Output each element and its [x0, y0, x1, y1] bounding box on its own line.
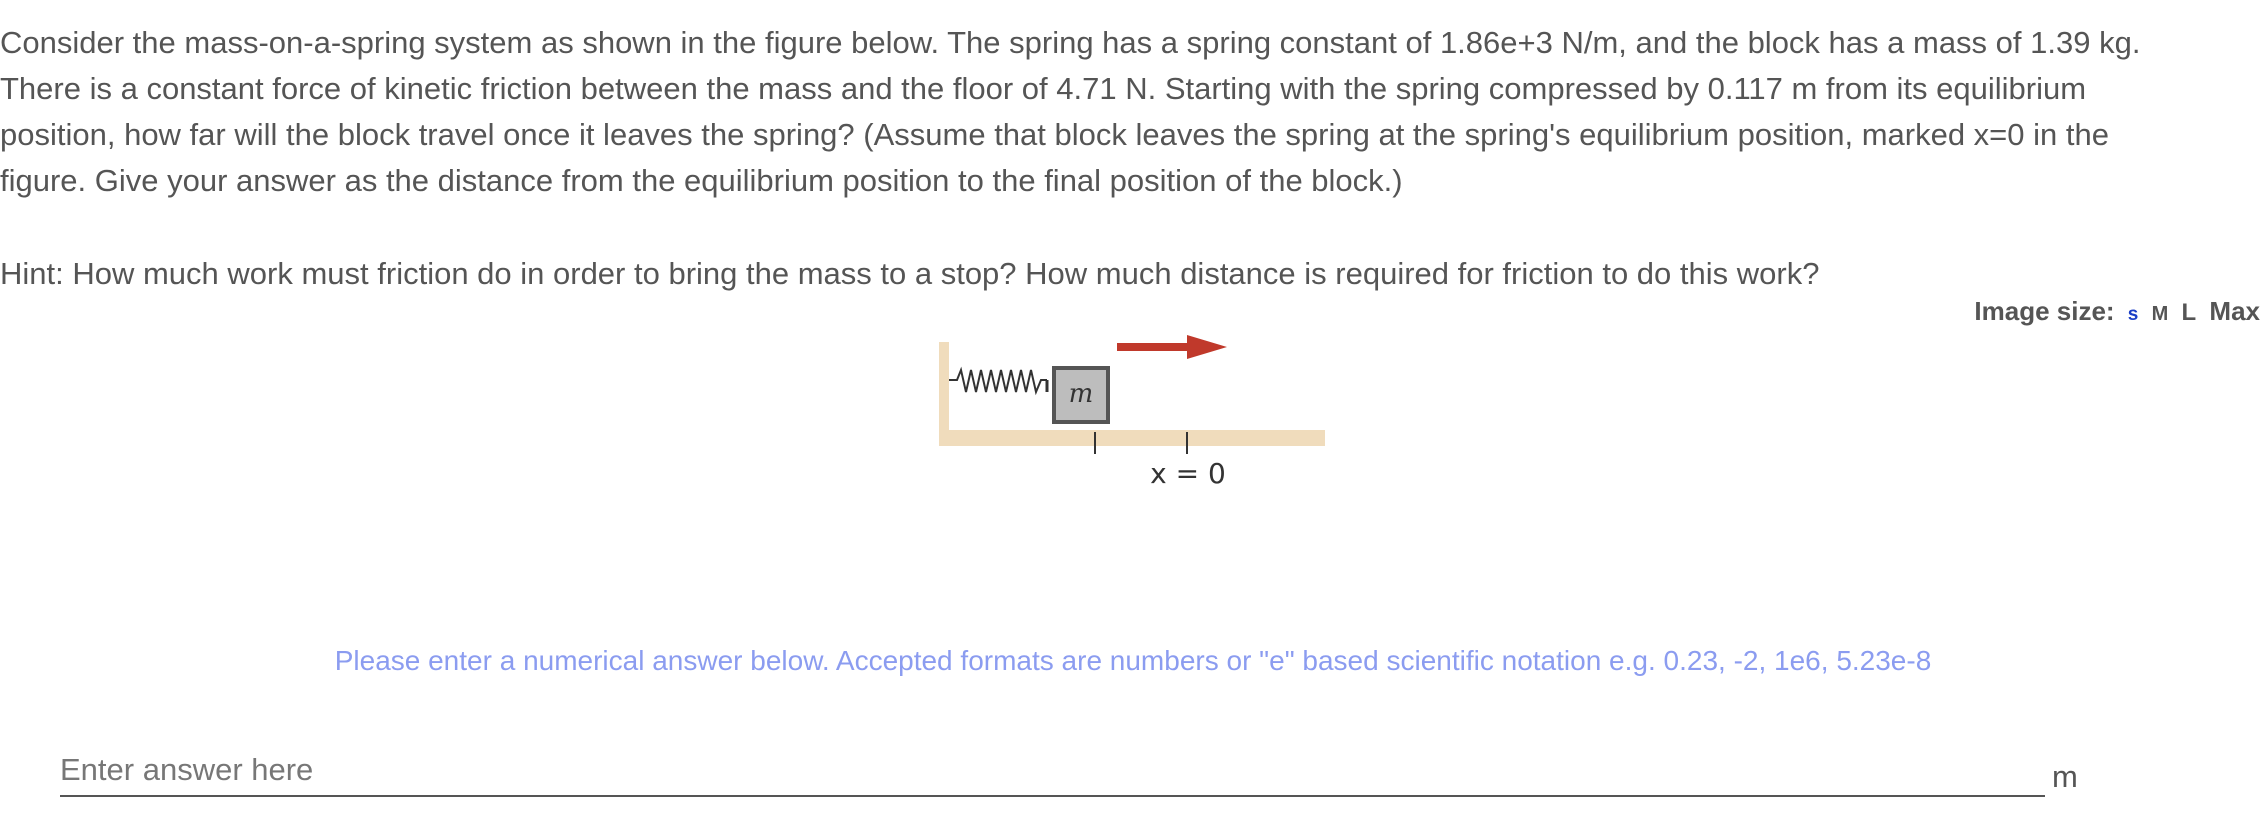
image-size-l-option[interactable]: L — [2181, 299, 2197, 326]
image-size-label: Image size: — [1974, 296, 2115, 326]
spring-mass-figure — [935, 330, 1335, 500]
question-line-1: Consider the mass-on-a-spring system as shown in the figure below. The spring has a spring constant of 1.86e+3 N/m, and the block has a mass of 1.39 kg. — [0, 25, 2141, 60]
arrow-shaft — [1117, 343, 1195, 351]
image-size-selector — [1974, 296, 2260, 327]
spring-mass-diagram — [935, 330, 1335, 500]
question-line-2: There is a constant force of kinetic friction between the mass and the floor of 4.71 N. Starting with the spring compressed by 0.117 m from its equilibrium — [0, 71, 2087, 106]
image-size-m-option[interactable]: M — [2151, 303, 2169, 325]
answer-row — [60, 745, 2090, 797]
mass-label: m — [1068, 379, 1094, 409]
question-line-4: figure. Give your answer as the distance from the equilibrium position to the final position of the block.) — [0, 163, 1403, 198]
image-size-s-option[interactable]: s — [2127, 304, 2139, 325]
question-line-3: position, how far will the block travel once it leaves the spring? (Assume that block leaves the spring at the spring's equilibrium position, marked x=0 in the — [0, 117, 2109, 152]
hint-text: Hint: How much work must friction do in order to bring the mass to a stop? How much distance is required for friction to do this work? — [0, 256, 1820, 291]
answer-input[interactable] — [60, 745, 2045, 797]
arrow-head — [1187, 335, 1227, 359]
answer-instructions: Please enter a numerical answer below. Accepted formats are numbers or "e" based scientific notation e.g. 0.23, -2, 1e6, 5.23e-8 — [334, 645, 1932, 676]
floor — [939, 430, 1325, 446]
image-size-max-option[interactable]: Max — [2209, 296, 2260, 326]
spring — [949, 370, 1047, 392]
equilibrium-label: x = 0 — [1150, 457, 1226, 490]
answer-unit: m — [2052, 759, 2078, 794]
question-text — [0, 20, 2230, 204]
wall — [939, 342, 949, 442]
